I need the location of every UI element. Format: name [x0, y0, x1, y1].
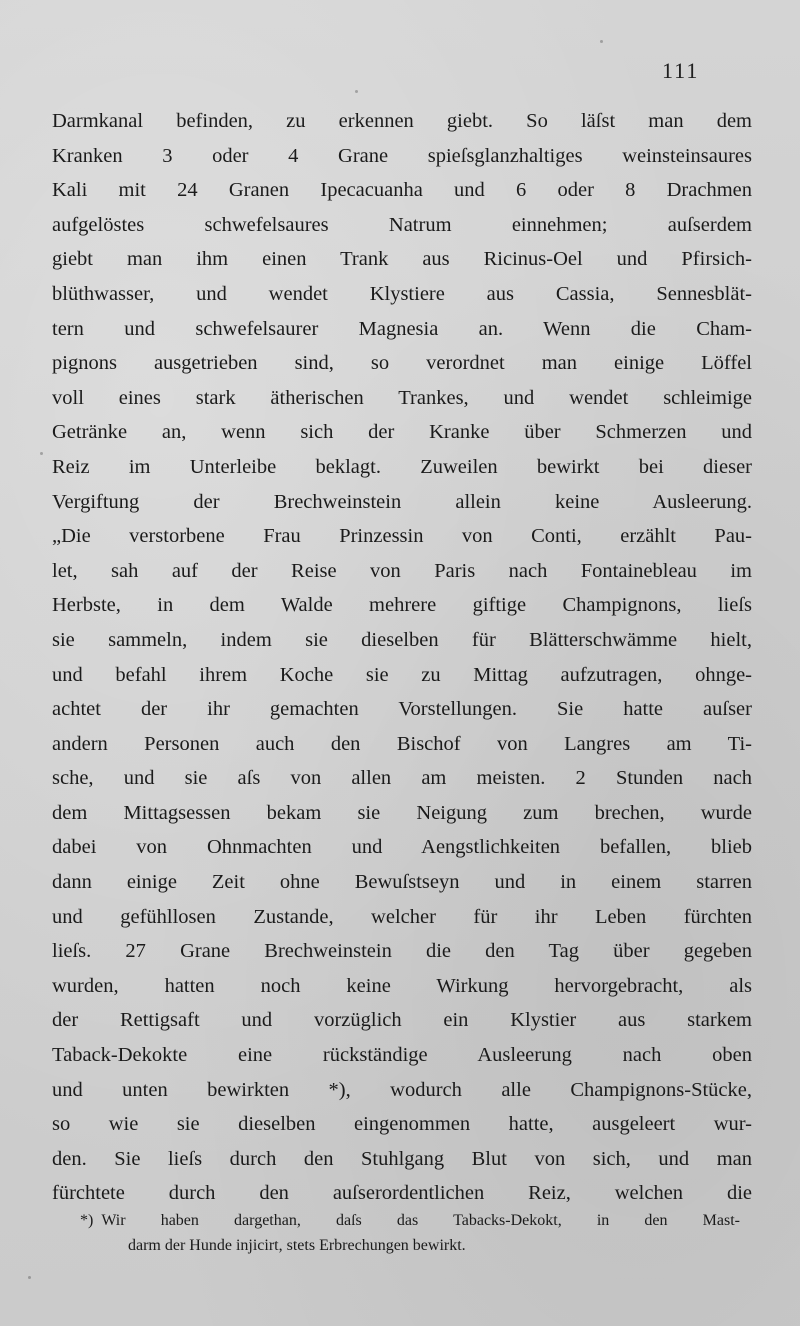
- text-line: Taback-Dekokte eine rückständige Ausleerung nach oben: [52, 1044, 752, 1067]
- text-line: blüthwasser, und wendet Klystiere aus Cassia, Sennesblät-: [52, 282, 752, 305]
- footnote: [80, 1208, 740, 1258]
- text-line: so wie sie dieselben eingenommen hatte, ausgeleert wur-: [52, 1113, 752, 1136]
- paper-speck: [28, 1276, 31, 1279]
- text-line: aufgelöstes schwefelsaures Natrum einnehmen; auſserdem: [52, 213, 752, 236]
- text-line: andern Personen auch den Bischof von Langres am Ti-: [52, 732, 752, 755]
- paper-speck: [355, 90, 358, 93]
- text-line: Darmkanal befinden, zu erkennen giebt. So läſst man dem: [52, 110, 752, 132]
- text-line: wurden, hatten noch keine Wirkung hervorgebracht, als: [52, 974, 752, 997]
- text-line: lieſs. 27 Grane Brechweinstein die den Tag über gegeben: [52, 940, 752, 963]
- paper-speck: [40, 452, 43, 455]
- text-line: dem Mittagsessen bekam sie Neigung zum brechen, wurde: [52, 801, 752, 824]
- text-line: der Rettigsaft und vorzüglich ein Klystier aus starkem: [52, 1009, 752, 1032]
- page-number: 111: [662, 58, 700, 83]
- text-line: giebt man ihm einen Trank aus Ricinus-Oel und Pfirsich-: [52, 248, 752, 271]
- text-line: Kali mit 24 Granen Ipecacuanha und 6 oder 8 Drachmen: [52, 179, 752, 202]
- text-line: dann einige Zeit ohne Bewuſstseyn und in einem starren: [52, 871, 752, 894]
- text-line: „Die verstorbene Frau Prinzessin von Conti, erzählt Pau-: [52, 525, 752, 548]
- text-line: tern und schwefelsaurer Magnesia an. Wenn die Cham-: [52, 317, 752, 340]
- footnote-text: Wir haben dargethan, daſs das Tabacks-Dekokt, in den Mast-: [101, 1212, 740, 1229]
- paper-speck: [600, 40, 603, 43]
- text-line: Herbste, in dem Walde mehrere giftige Champignons, lieſs: [52, 594, 752, 617]
- text-line: und gefühllosen Zustande, welcher für ihr Leben fürchten: [52, 905, 752, 928]
- footnote-line: [80, 1208, 740, 1233]
- footnote-marker: *): [80, 1212, 94, 1229]
- footnote-line: darm der Hunde injicirt, stets Erbrechungen bewirkt.: [128, 1237, 466, 1254]
- text-line: achtet der ihr gemachten Vorstellungen. Sie hatte auſser: [52, 698, 752, 721]
- text-line: sie sammeln, indem sie dieselben für Blätterschwämme hielt,: [52, 628, 752, 651]
- text-line: den. Sie lieſs durch den Stuhlgang Blut von sich, und man: [52, 1147, 752, 1170]
- text-line: pignons ausgetrieben sind, so verordnet man einige Löffel: [52, 352, 752, 375]
- text-line: Kranken 3 oder 4 Grane spieſsglanzhaltiges weinsteinsaures: [52, 144, 752, 167]
- text-line: let, sah auf der Reise von Paris nach Fontainebleau im: [52, 559, 752, 582]
- text-line: voll eines stark ätherischen Trankes, und wendet schleimige: [52, 386, 752, 409]
- body-text: [52, 104, 752, 1211]
- text-line: Reiz im Unterleibe beklagt. Zuweilen bewirkt bei dieser: [52, 455, 752, 478]
- text-line: und befahl ihrem Koche sie zu Mittag aufzutragen, ohnge-: [52, 663, 752, 686]
- text-line: Vergiftung der Brechweinstein allein keine Ausleerung.: [52, 490, 752, 513]
- text-line: und unten bewirkten *), wodurch alle Champignons-Stücke,: [52, 1078, 752, 1101]
- text-line: Getränke an, wenn sich der Kranke über Schmerzen und: [52, 421, 752, 444]
- text-line: dabei von Ohnmachten und Aengstlichkeiten befallen, blieb: [52, 836, 752, 859]
- text-line: fürchtete durch den auſserordentlichen Reiz, welchen die: [52, 1182, 752, 1205]
- text-line: sche, und sie aſs von allen am meisten. 2 Stunden nach: [52, 767, 752, 790]
